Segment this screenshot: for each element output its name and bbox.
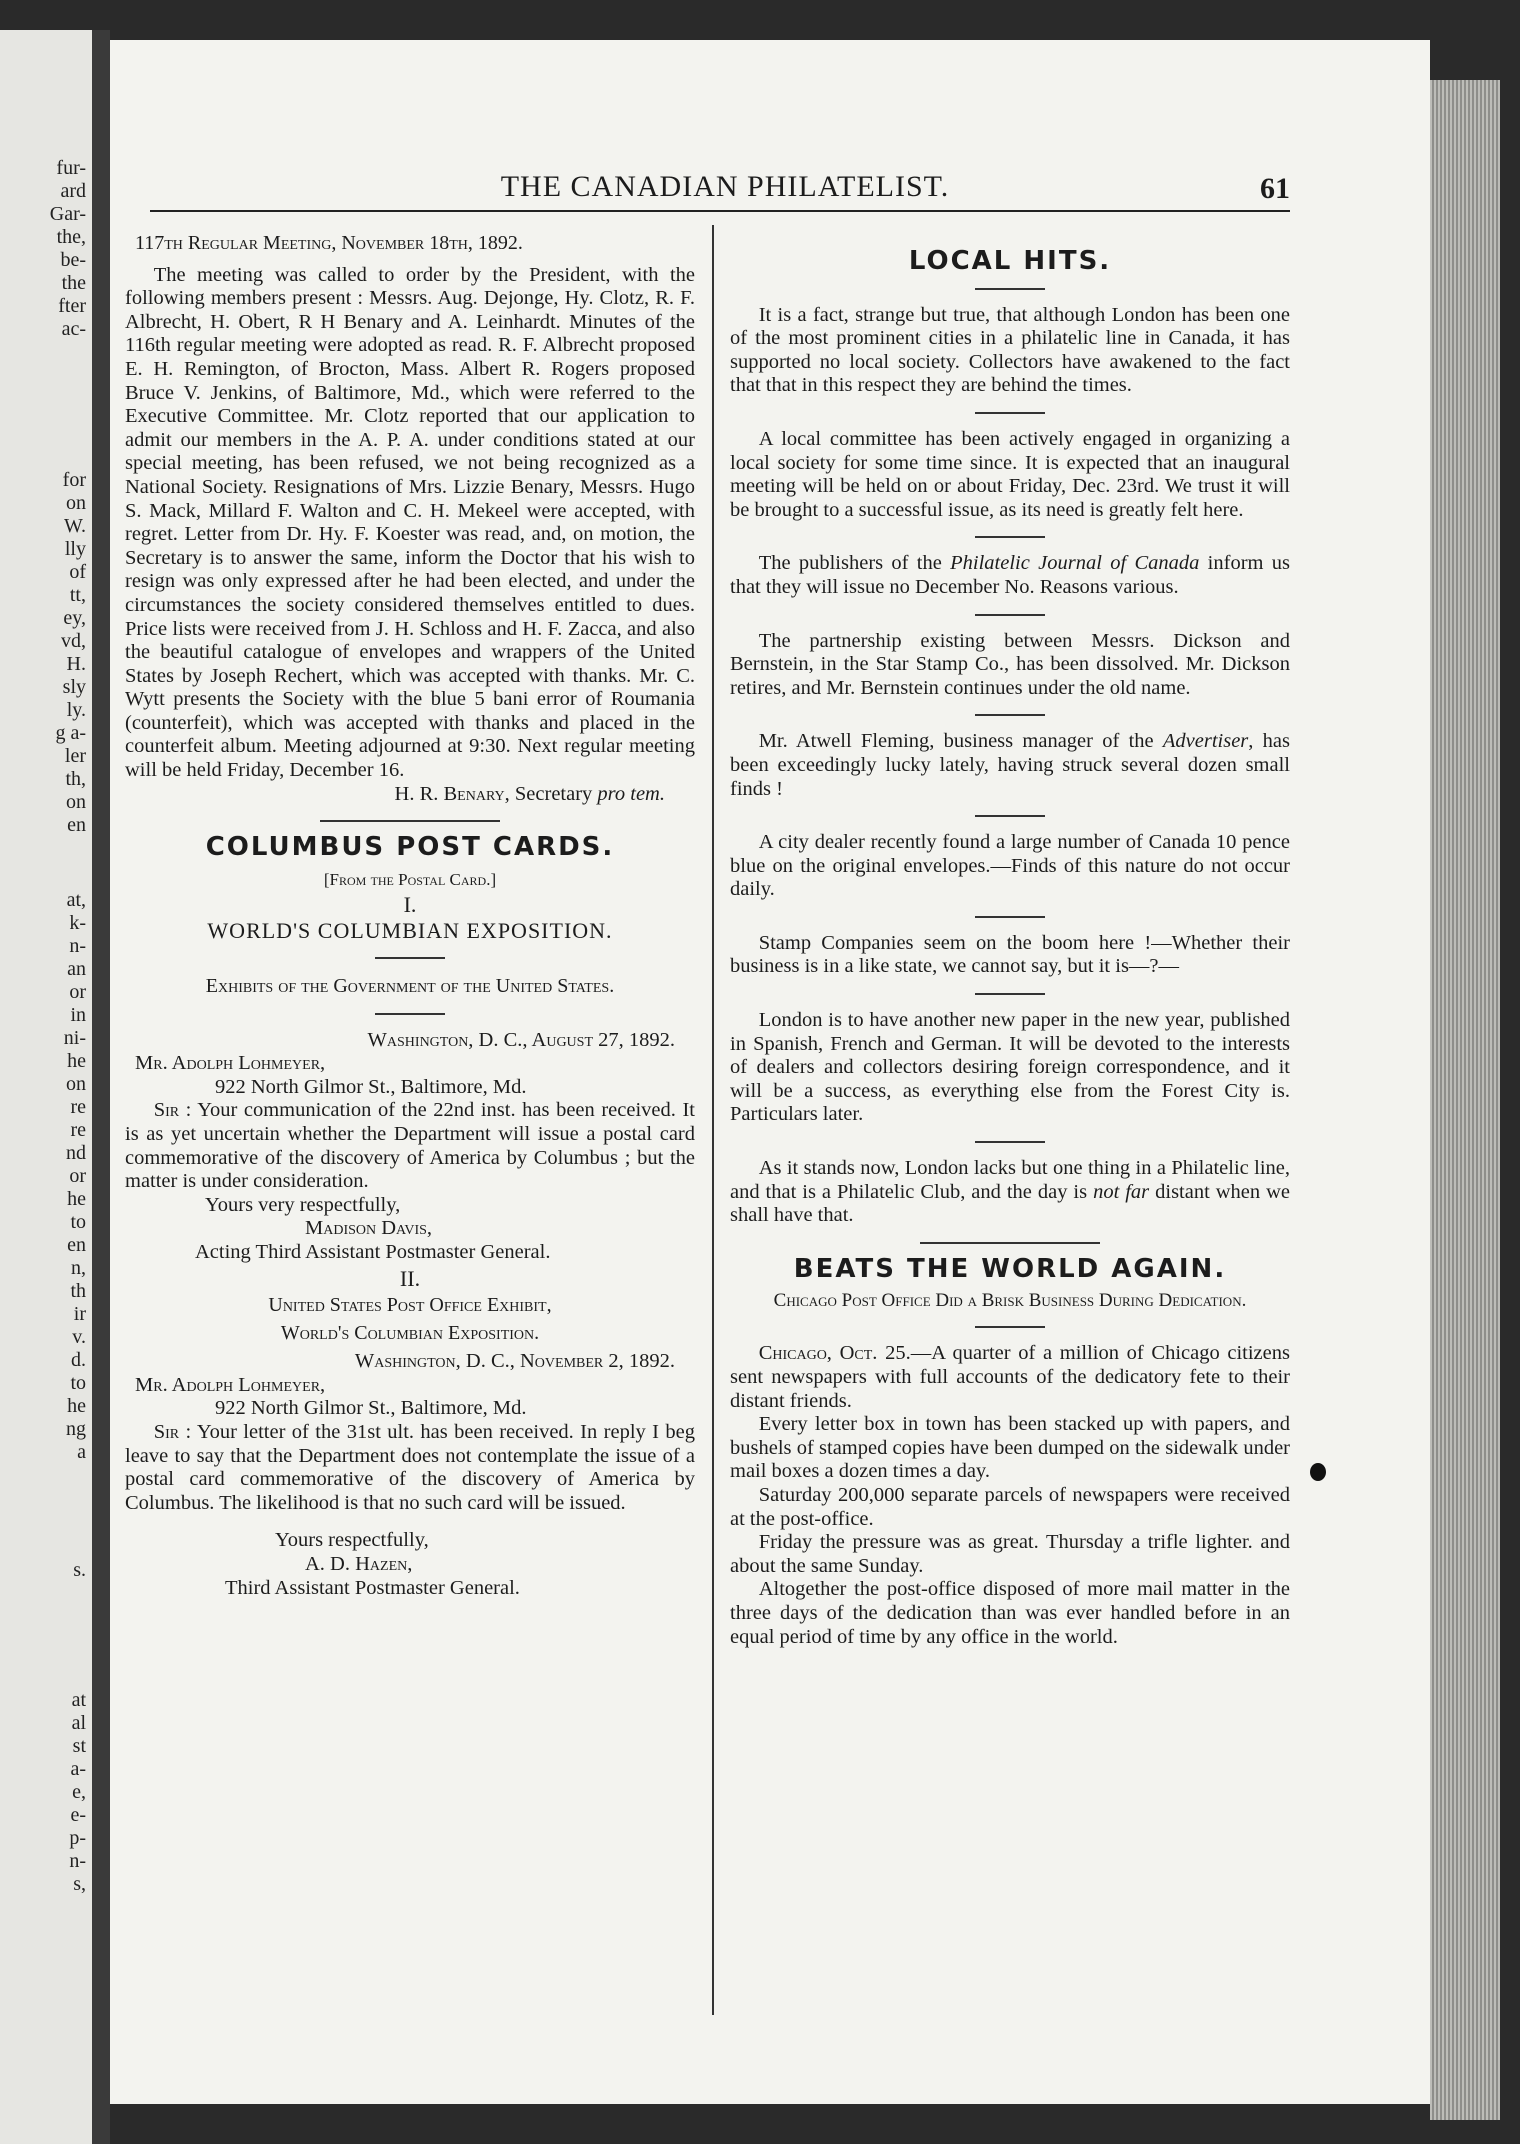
prev-page-fragment: ler bbox=[64, 745, 86, 767]
prev-page-fragment: an bbox=[67, 958, 86, 980]
prev-page-fragment: al bbox=[71, 1712, 86, 1734]
letter1-signer-title: Acting Third Assistant Postmaster General. bbox=[195, 1240, 551, 1263]
prev-page-fragment: ac- bbox=[61, 318, 86, 340]
item9-pre: As it stands now, London lacks but one thing in a Philatelic line, and that is a Philatelic Club, and the day is bbox=[730, 1157, 1290, 1203]
divider-rule bbox=[975, 536, 1045, 538]
item5-pre: Mr. Atwell Fleming, business manager of the bbox=[758, 730, 1154, 753]
divider-rule bbox=[975, 993, 1045, 995]
page-header bbox=[160, 170, 1290, 210]
beats-subhead: Chicago Post Office Did a Brisk Business During Dedication. bbox=[773, 1290, 1247, 1312]
meeting-minutes: The meeting was called to order by the President, with the following members present : Messrs. Aug. Dejonge, Hy. Clotz, R. F. Albrecht, H. Obert, R H Benary and A. Leinhardt. Minutes of the 116th regular meeting were adopted as read. R. F. Albrecht proposed E. H. Remington, of Brocton, Mass. Albert R. Rogers proposed Bruce V. Jenkins, of Baltimore, Md., which were referred to the Executive Committee. Mr. Clotz reported that our application to admit our members in the A. P. A. under conditions stated at our special meeting, has been refused, we not being recognized as a National Society. Resignations of Mrs. Lizzie Benary, Messrs. Hugo S. Mack, Millard F. Walton and C. H. Mekeel were accepted, with regret. Letter from Dr. Hy. F. Koester was read, and, on motion, the Secretary is to answer the same, inform the Doctor that his wish to resign was only expressed after he had been elected, and under the circumstances the society considered themselves entitled to dues. Price lists were received from J. H. Schloss and H. F. Zacca, and also the beautiful catalogue of envelopes and wrappers of the United States by Joseph Rechert, which was accepted with thanks. Mr. C. Wytt presents the Society with the blue 5 bani error of Roumania (counterfeit), which was accepted with thanks and placed in the counterfeit album. Meeting adjourned at 9:30. Next regular meeting will be held Friday, December 16. bbox=[125, 263, 695, 782]
letter2-body: Your letter of the 31st ult. has been received. In reply I beg leave to say that the Department does not contemplate the issue of a postal card commemorative of the discovery of America by Columbus. The likelihood is that no such card will be issued. bbox=[125, 1420, 695, 1514]
prev-page-fragment: on bbox=[66, 791, 86, 813]
prev-page-fragment: at, bbox=[66, 889, 86, 911]
prev-page-fragment: be- bbox=[60, 249, 86, 271]
prev-page-fragment: e, bbox=[72, 1781, 86, 1803]
prev-page-fragment: to bbox=[70, 1372, 86, 1394]
section-rule bbox=[920, 1242, 1100, 1244]
prev-page-fragment: re bbox=[70, 1119, 86, 1141]
prev-page-fragment: nd bbox=[66, 1142, 86, 1164]
prev-page-fragment: or bbox=[69, 981, 86, 1003]
prev-page-fragment: a bbox=[77, 1441, 86, 1463]
prev-page-fragment: the, bbox=[56, 226, 86, 248]
prev-page-fragment: vd, bbox=[61, 630, 86, 652]
running-head: THE CANADIAN PHILATELIST. bbox=[500, 170, 950, 203]
item5-post: , has been exceedingly lucky lately, having struck several dozen small finds ! bbox=[730, 730, 1291, 800]
prev-page-fragment: sly bbox=[62, 676, 86, 698]
divider-rule bbox=[975, 1326, 1045, 1328]
prev-page-fragment: for bbox=[62, 469, 86, 491]
divider-rule bbox=[975, 614, 1045, 616]
letter2-sir: Sir : bbox=[153, 1420, 192, 1443]
prev-page-fragment: s, bbox=[73, 1873, 86, 1895]
local-hit-item bbox=[730, 1157, 1290, 1228]
column-rule bbox=[712, 225, 714, 2015]
divider-rule bbox=[975, 1141, 1045, 1143]
letter2-dateline: Washington, D. C., November 2, 1892. bbox=[354, 1350, 675, 1373]
prev-page-fragment: of bbox=[69, 561, 86, 583]
item9-post: distant when we shall have that. bbox=[730, 1180, 1291, 1227]
letter2-signer: A. D. Hazen, bbox=[305, 1552, 413, 1575]
prev-page-fragment: th bbox=[70, 1280, 86, 1302]
prev-page-fragment: lly bbox=[64, 538, 86, 560]
columbus-source: [From the Postal Card.] bbox=[323, 869, 497, 889]
prev-page-fragment: a- bbox=[70, 1758, 86, 1780]
prev-page-fragment: p- bbox=[69, 1827, 86, 1849]
divider-rule bbox=[375, 957, 445, 959]
prev-page-fragment: re bbox=[70, 1096, 86, 1118]
prev-page-fragment: fter bbox=[58, 295, 86, 317]
local-hit-item: London is to have another new paper in the new year, published in Spanish, French and German. It will be devoted to the interests of dealers and collectors desiring foreign correspondence, and it will be a success, as everything else from the Forest City is. Particulars later. bbox=[730, 1009, 1290, 1126]
prev-page-fragment: tt, bbox=[69, 584, 86, 606]
letter1-address: 922 North Gilmor St., Baltimore, Md. bbox=[215, 1075, 527, 1098]
exposition-title: WORLD'S COLUMBIAN EXPOSITION. bbox=[207, 918, 613, 944]
prev-page-fragment: k- bbox=[69, 912, 86, 934]
numeral-one: I. bbox=[403, 892, 417, 918]
prev-page-fragment: ng bbox=[66, 1418, 86, 1440]
beats-para: Altogether the post-office disposed of more mail matter in the three days of the dedication than was ever handled before in an equal period of time by any office in the world. bbox=[730, 1578, 1290, 1648]
page-edges bbox=[1430, 80, 1500, 2120]
left-column bbox=[125, 232, 695, 1600]
prev-page-fragment: on bbox=[66, 492, 86, 514]
prev-page-fragment: ard bbox=[60, 180, 86, 202]
prev-page-fragment: en bbox=[67, 1234, 86, 1256]
letter1-body: Your communication of the 22nd inst. has been received. It is as yet uncertain whether the Department will issue a postal card commemorative of the discovery of America by Columbus ; but the matter is under consideration. bbox=[125, 1099, 695, 1193]
local-hit-item bbox=[730, 730, 1290, 801]
letter1-sir: Sir : bbox=[153, 1099, 192, 1122]
prev-page-fragment: n- bbox=[69, 1850, 86, 1872]
meeting-heading: 117th Regular Meeting, November 18th, 1892. bbox=[135, 232, 523, 254]
divider-rule bbox=[975, 815, 1045, 817]
secretary-signature bbox=[125, 783, 665, 807]
beats-para: Every letter box in town has been stacked up with papers, and bushels of stamped copies have been dumped on the sidewalk under mail boxes a dozen times a day. bbox=[730, 1413, 1290, 1483]
letter2-signer-title: Third Assistant Postmaster General. bbox=[225, 1576, 520, 1599]
divider-rule bbox=[975, 288, 1045, 290]
divider-rule bbox=[975, 916, 1045, 918]
divider-rule bbox=[975, 412, 1045, 414]
item3-pre: The publishers of the bbox=[758, 552, 942, 575]
previous-page-edge bbox=[0, 30, 92, 2144]
columbus-title: COLUMBUS POST CARDS. bbox=[205, 832, 615, 863]
prev-page-fragment: fur- bbox=[56, 157, 86, 179]
prev-page-fragment: th, bbox=[65, 768, 86, 790]
book-gutter bbox=[92, 30, 110, 2144]
prev-page-fragment: v. bbox=[72, 1326, 86, 1348]
prev-page-fragment: he bbox=[67, 1188, 86, 1210]
prev-page-fragment: ir bbox=[73, 1303, 86, 1325]
prev-page-fragment: n, bbox=[71, 1257, 86, 1279]
prev-page-fragment: ly. bbox=[66, 699, 86, 721]
prev-page-fragment: ni- bbox=[63, 1027, 86, 1049]
letter2-addressee: Mr. Adolph Lohmeyer, bbox=[135, 1373, 326, 1396]
local-hit-item bbox=[730, 552, 1290, 599]
letter2-closing: Yours respectfully, bbox=[275, 1529, 429, 1552]
local-hits-title: LOCAL HITS. bbox=[908, 246, 1112, 276]
header-rule bbox=[150, 210, 1290, 212]
prev-page-fragment: Gar- bbox=[49, 203, 86, 225]
local-hit-item: A city dealer recently found a large number of Canada 10 pence blue on the original envelopes.—Finds of this nature do not occur daily. bbox=[730, 831, 1290, 901]
ink-spot bbox=[1310, 1463, 1326, 1481]
beats-dateline: Chicago, Oct. 25. bbox=[758, 1342, 911, 1365]
letter1-body-para bbox=[125, 1099, 695, 1193]
prev-page-fragment: s. bbox=[73, 1559, 86, 1581]
letter1-addressee: Mr. Adolph Lohmeyer, bbox=[135, 1052, 326, 1075]
prev-page-fragment: the bbox=[61, 272, 86, 294]
numeral-two: II. bbox=[399, 1265, 421, 1291]
prev-page-fragment: H. bbox=[66, 653, 86, 675]
exhibit2-line1: United States Post Office Exhibit, bbox=[268, 1294, 552, 1317]
prev-page-fragment: e- bbox=[70, 1804, 86, 1826]
letter1-closing: Yours very respectfully, bbox=[205, 1193, 401, 1216]
prev-page-fragment: g a- bbox=[55, 722, 86, 744]
prev-page-fragment: d. bbox=[71, 1349, 86, 1371]
prev-page-fragment: or bbox=[69, 1165, 86, 1187]
item5-paper: Advertiser bbox=[1162, 730, 1249, 753]
secretary-name: H. R. Benary, bbox=[394, 782, 510, 805]
page-number: 61 bbox=[1260, 172, 1290, 205]
right-column bbox=[730, 232, 1290, 1649]
prev-page-fragment: in bbox=[70, 1004, 86, 1026]
secretary-protem: pro tem. bbox=[597, 782, 665, 805]
divider-rule bbox=[375, 1013, 445, 1015]
prev-page-fragment: on bbox=[66, 1073, 86, 1095]
prev-page-fragment: at bbox=[71, 1689, 86, 1711]
local-hit-item: It is a fact, strange but true, that although London has been one of the most prominent cities in a philatelic line in Canada, it has supported no local society. Collectors have awakened to the fact that that in this respect they are behind the times. bbox=[730, 303, 1290, 397]
prev-page-fragment: n- bbox=[69, 935, 86, 957]
item3-post: inform us that they will issue no December No. Reasons various. bbox=[730, 552, 1290, 598]
letter1-dateline: Washington, D. C., August 27, 1892. bbox=[367, 1028, 675, 1051]
prev-page-fragment: en bbox=[67, 814, 86, 836]
beats-para: Friday the pressure was as great. Thursday a trifle lighter. and about the same Sunday. bbox=[730, 1531, 1290, 1577]
prev-page-fragment: ey, bbox=[63, 607, 86, 629]
local-hit-item: A local committee has been actively engaged in organizing a local society for some time since. It is expected that an inaugural meeting will be held on or about Friday, Dec. 23rd. We trust it will be brought to a successful issue, as its need is greatly felt here. bbox=[730, 427, 1290, 521]
beats-para bbox=[730, 1342, 1290, 1413]
local-hit-item: Stamp Companies seem on the boom here !—Whether their business is in a like state, we cannot say, but it is—?— bbox=[730, 931, 1290, 978]
beats-p1: —A quarter of a million of Chicago citizens sent newspapers with full accounts of the dedicatory fete to their distant friends. bbox=[730, 1342, 1290, 1412]
item9-em: not far bbox=[1093, 1180, 1150, 1203]
prev-page-fragment: he bbox=[67, 1395, 86, 1417]
item3-journal: Philatelic Journal of Canada bbox=[950, 552, 1200, 575]
letter2-address: 922 North Gilmor St., Baltimore, Md. bbox=[215, 1397, 527, 1420]
letter2-body-para bbox=[125, 1421, 695, 1515]
section-rule bbox=[320, 820, 500, 822]
beats-para: Saturday 200,000 separate parcels of newspapers were received at the post-office. bbox=[730, 1483, 1290, 1530]
exhibit2-line2: World's Columbian Exposition. bbox=[280, 1322, 540, 1345]
secretary-title: Secretary bbox=[514, 782, 593, 805]
prev-page-fragment: he bbox=[67, 1050, 86, 1072]
prev-page-fragment: to bbox=[70, 1211, 86, 1233]
prev-page-fragment: W. bbox=[63, 515, 86, 537]
exhibits-heading: Exhibits of the Government of the United States. bbox=[205, 974, 615, 997]
divider-rule bbox=[975, 714, 1045, 716]
prev-page-fragment: st bbox=[72, 1735, 86, 1757]
letter1-signer: Madison Davis, bbox=[305, 1217, 433, 1240]
local-hit-item: The partnership existing between Messrs. Dickson and Bernstein, in the Star Stamp Co., has been dissolved. Mr. Dickson retires, and Mr. Bernstein continues under the old name. bbox=[730, 629, 1290, 699]
beats-title: BEATS THE WORLD AGAIN. bbox=[793, 1253, 1227, 1284]
